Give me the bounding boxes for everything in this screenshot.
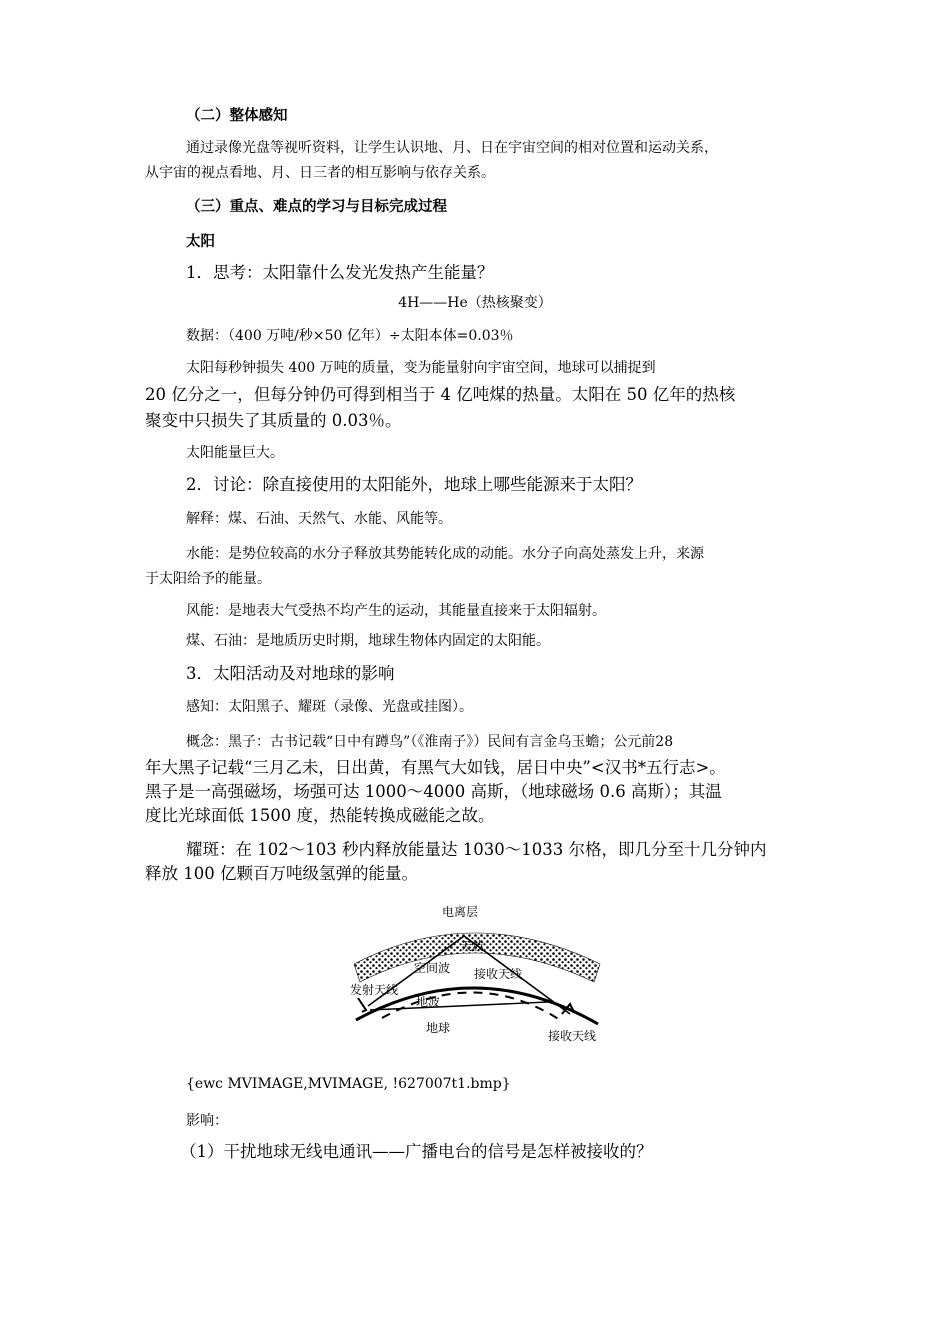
paragraph-overview-line-2: 从宇宙的视点看地、月、日三者的相互影响与依存关系。 (145, 165, 495, 181)
concept-line-3: 黑子是一高强磁场，场强可达 1000～4000 高斯，（地球磁场 0.6 高斯）；其温 (145, 782, 722, 801)
section-heading-key-points: （三）重点、难点的学习与目标完成过程 (186, 199, 447, 215)
flare-line-1: 耀斑：在 102～103 秒内释放能量达 1030～1033 尔格，即几分至十几分钟内 (186, 840, 767, 859)
radio-wave-diagram (348, 898, 604, 1058)
water-energy-line-1: 水能：是势位较高的水分子释放其势能转化成的动能。水分子向高处蒸发上升，来源 (186, 546, 704, 562)
question-1: 1．思考：太阳靠什么发光发热产生能量？ (186, 263, 494, 282)
ground-wave-label: 地波 (416, 995, 441, 1009)
wind-energy-line: 风能：是地表大气受热不均产生的运动，其能量直接来于太阳辐射。 (186, 603, 606, 619)
concept-line-4: 度比光球面低 1500 度，热能转换成磁能之故。 (145, 806, 495, 825)
explanation-line: 解释：煤、石油、天然气、水能、风能等。 (186, 511, 452, 527)
receive-antenna-label: 接收天线 (548, 1029, 597, 1043)
flare-line-2: 释放 100 亿颗百万吨级氢弹的能量。 (145, 864, 418, 883)
section-heading-overview: （二）整体感知 (186, 108, 288, 124)
paragraph-loss-line-2: 20 亿分之一，但每分钟仍可得到相当于 4 亿吨煤的热量。太阳在 50 亿年的热核 (145, 385, 736, 404)
coal-oil-line: 煤、石油：是地质历史时期，地球生物体内固定的太阳能。 (186, 633, 550, 649)
influence-item-1: （1）干扰地球无线电通讯——广播电台的信号是怎样被接收的？ (180, 1142, 653, 1161)
ionosphere-label: 电离层 (442, 905, 479, 919)
earth-label: 地球 (426, 1021, 451, 1035)
perceive-line: 感知：太阳黑子、耀斑（录像、光盘或挂图）。 (186, 699, 473, 715)
receive-sky-antenna-label: 接收天线 (474, 967, 523, 981)
space-wave-label: 空间波 (414, 961, 451, 975)
question-3: 3．太阳活动及对地球的影响 (186, 664, 395, 683)
ewc-image-reference: {ewc MVIMAGE,MVIMAGE, !627007t1.bmp} (186, 1076, 511, 1092)
paragraph-loss-line-1: 太阳每秒钟损失 400 万吨的质量，变为能量射向宇宙空间，地球可以捕捉到 (186, 360, 656, 376)
concept-line-2: 年大黑子记载“三月乙未，日出黄，有黑气大如钱，居日中央”<汉书*五行志>。 (145, 758, 726, 777)
influence-label: 影响： (186, 1113, 228, 1129)
paragraph-overview-line-1: 通过录像光盘等视听资料，让学生认识地、月、日在宇宙空间的相对位置和运动关系， (186, 140, 718, 156)
energy-huge-line: 太阳能量巨大。 (186, 445, 284, 461)
concept-line-1: 概念：黑子：古书记载“日中有蹲鸟”（《淮南子》）民间有言金乌玉蟾；公元前28 (186, 734, 674, 750)
transmit-antenna-label: 发射天线 (350, 983, 399, 997)
space-wave-path (370, 1002, 548, 1010)
data-line: 数据：（400 万吨/秒×50 亿年）÷太阳本体=0.03％ (186, 328, 514, 344)
subheading-sun: 太阳 (186, 234, 215, 250)
sky-wave-label: 天波 (460, 939, 485, 953)
question-2: 2．讨论：除直接使用的太阳能外，地球上哪些能源来于太阳？ (186, 475, 642, 494)
transmit-antenna-mark (358, 998, 366, 1012)
fusion-formula: 4H——He（热核聚变） (398, 295, 552, 311)
water-energy-line-2: 于太阳给予的能量。 (145, 571, 271, 587)
paragraph-loss-line-3: 聚变中只损失了其质量的 0.03％。 (145, 411, 402, 430)
